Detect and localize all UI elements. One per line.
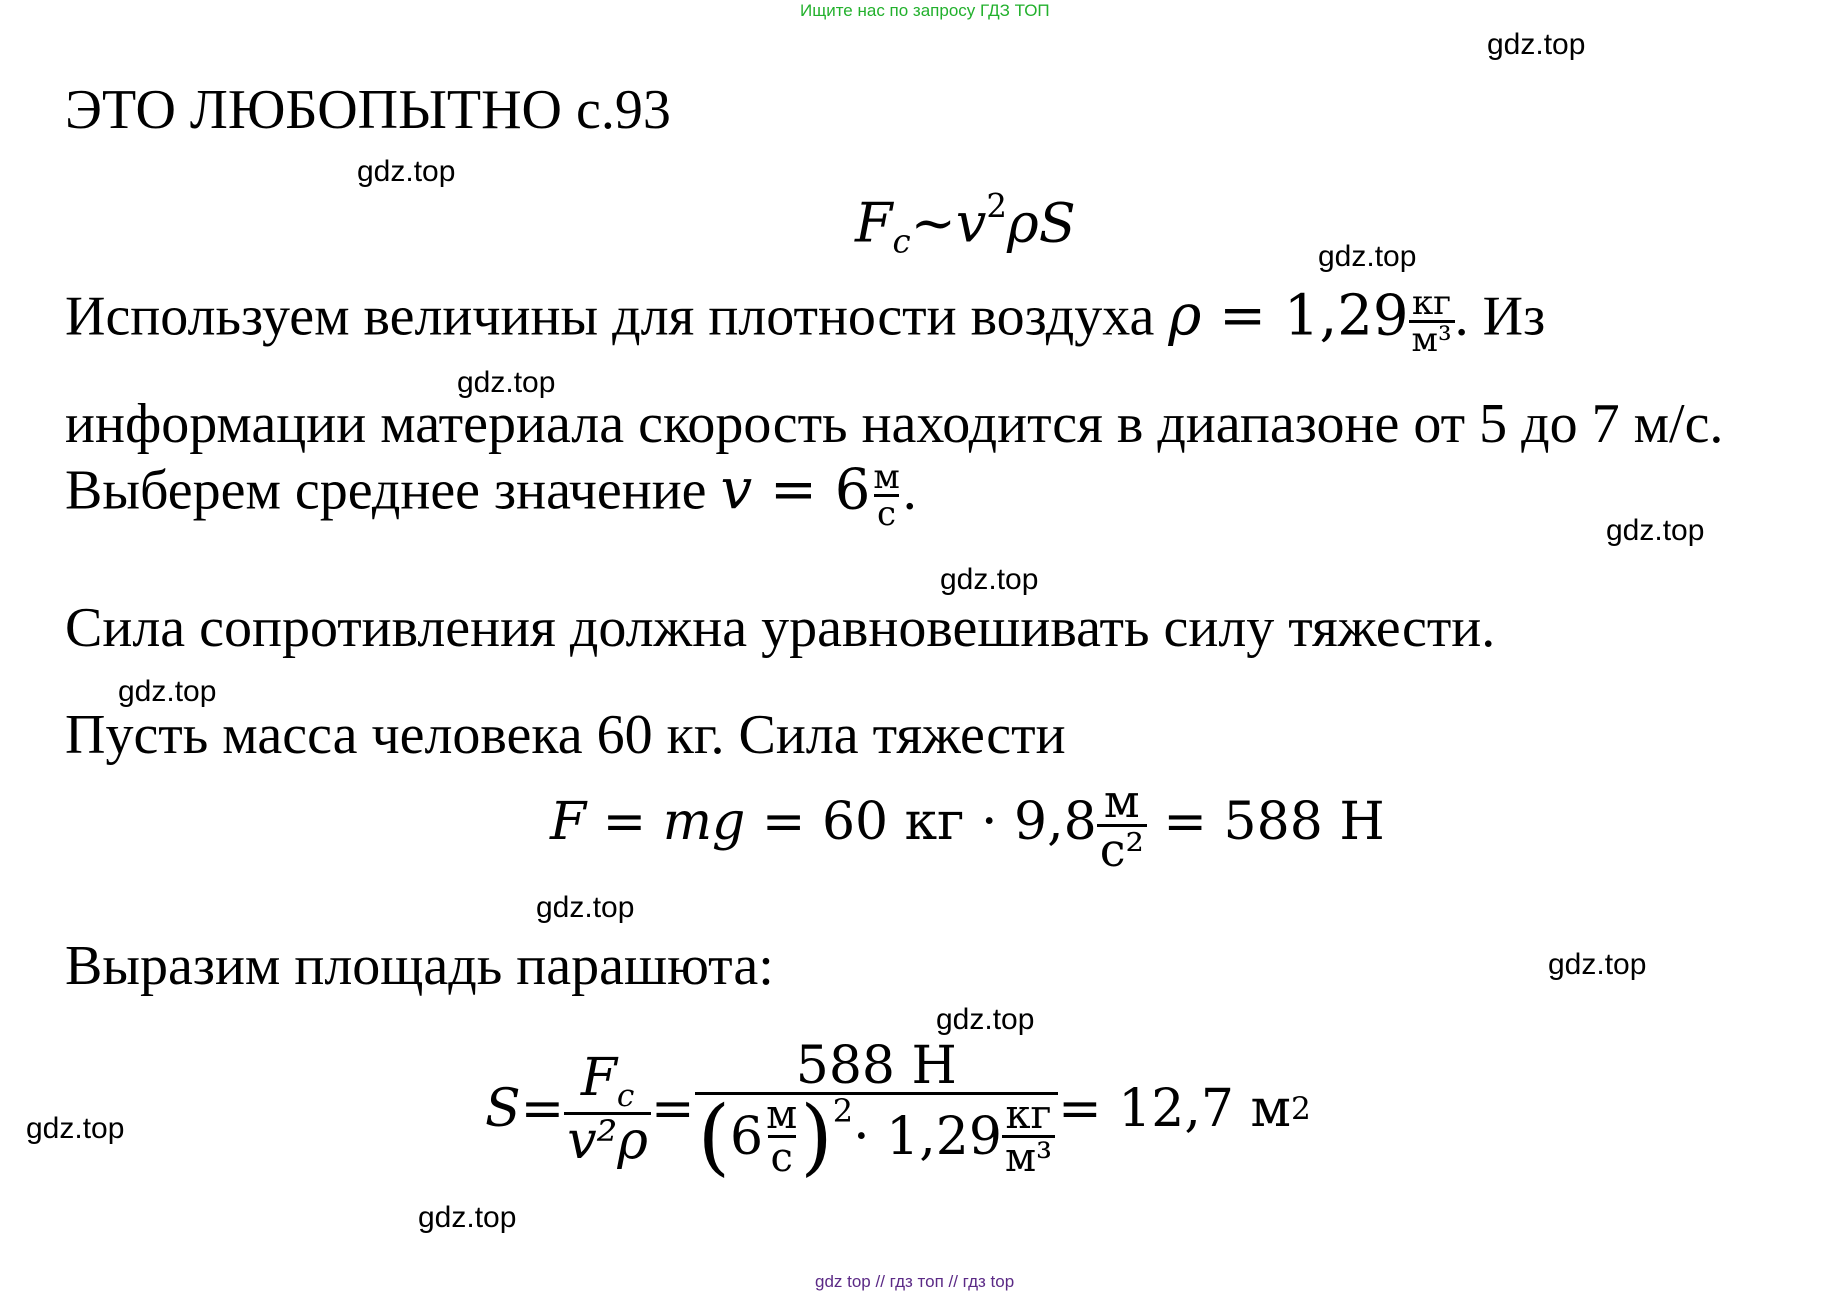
- formula-symbol: F: [855, 191, 893, 255]
- formula-value: = 6: [752, 457, 871, 523]
- watermark: gdz.top: [1318, 240, 1417, 273]
- formula-symbol: v: [720, 457, 753, 523]
- formula-symbol: F: [580, 1047, 617, 1108]
- watermark: gdz.top: [418, 1201, 517, 1234]
- watermark: gdz.top: [457, 366, 556, 399]
- fraction-numerator: кг: [1412, 283, 1452, 323]
- unit-fraction: [1097, 774, 1147, 877]
- paragraph-parachute-area: Выразим площадь парашюта:: [65, 935, 774, 997]
- formula-value: 6: [730, 1106, 764, 1167]
- paragraph-air-density: [65, 283, 1546, 360]
- formula-paren: ): [800, 1088, 833, 1185]
- paragraph-mass: Пусть масса человека 60 кг. Сила тяжести: [65, 704, 1066, 766]
- fraction-denominator: v²ρ: [564, 1112, 651, 1167]
- paragraph-text: Выберем среднее значение: [65, 459, 707, 522]
- formula-subscript: c: [892, 222, 911, 261]
- fraction-denominator: с: [768, 1135, 796, 1178]
- formula-symbol: S: [485, 1079, 521, 1140]
- fraction-denominator: с²: [1097, 824, 1147, 873]
- formula-parachute-area: [485, 1036, 1311, 1185]
- fraction-numerator: кг: [1005, 1092, 1052, 1139]
- fraction-denominator: м³: [1002, 1135, 1055, 1178]
- formula-operator: =: [586, 792, 663, 852]
- watermark: gdz.top: [26, 1112, 125, 1145]
- watermark: gdz.top: [936, 1003, 1035, 1036]
- formula-symbol: v: [955, 191, 987, 255]
- fraction-denominator: с: [874, 494, 899, 531]
- paragraph-text: Используем величины для плотности воздуха: [65, 285, 1155, 348]
- watermark: gdz.top: [118, 675, 217, 708]
- formula-exponent: 2: [832, 1092, 854, 1130]
- formula-result: = 588 Н: [1146, 792, 1385, 852]
- unit-fraction: [763, 1092, 800, 1182]
- watermark: gdz.top: [357, 155, 456, 188]
- formula-symbol: ρS: [1007, 191, 1076, 255]
- fraction-numerator: 588 Н: [795, 1036, 957, 1096]
- formula-operator: ~: [910, 191, 956, 255]
- formula-value: · 1,29: [853, 1106, 1002, 1167]
- formula-big-fraction: [695, 1036, 1059, 1185]
- formula-value: = 1,29: [1201, 283, 1409, 349]
- top-search-banner: Ищите нас по запросу ГДЗ ТОП: [800, 1, 1050, 20]
- formula-exponent: 2: [1290, 1090, 1311, 1127]
- formula-subscript: c: [616, 1077, 635, 1114]
- unit-fraction: [870, 457, 902, 534]
- formula-operator: =: [520, 1079, 565, 1140]
- formula-exponent: 2: [986, 187, 1007, 225]
- watermark: gdz.top: [940, 563, 1039, 596]
- formula-paren: (: [697, 1088, 731, 1185]
- formula-drag-proportionality: [855, 187, 1076, 261]
- paragraph-force-balance: Сила сопротивления должна уравновешивать силу тяжести.: [65, 597, 1496, 659]
- fraction-denominator: м³: [1409, 320, 1455, 357]
- bottom-watermark-banner: gdz top // гдз топ // гдз top: [815, 1272, 1015, 1291]
- paragraph-text: . Из: [1454, 285, 1546, 348]
- watermark: gdz.top: [536, 891, 635, 924]
- formula-symbol: F: [550, 792, 587, 852]
- watermark: gdz.top: [1487, 28, 1586, 61]
- watermark: gdz.top: [1606, 514, 1705, 547]
- formula-value: = 60 кг · 9,8: [745, 792, 1097, 852]
- formula-result: = 12,7 м: [1058, 1079, 1291, 1140]
- fraction-numerator: м: [1103, 774, 1140, 828]
- fraction-numerator: м: [766, 1092, 798, 1139]
- fraction-numerator: [578, 1047, 638, 1114]
- paragraph-average-speed: [65, 457, 917, 534]
- formula-symbol: ρ: [1168, 283, 1202, 349]
- formula-fraction: [564, 1047, 651, 1171]
- formula-gravity-force: [550, 774, 1385, 877]
- page-title: ЭТО ЛЮБОПЫТНО с.93: [65, 79, 671, 141]
- paragraph-speed-range: информации материала скорость находится в диапазоне от 5 до 7 м/с.: [65, 393, 1724, 455]
- unit-fraction: [1409, 283, 1455, 360]
- unit-fraction: [1002, 1092, 1055, 1182]
- watermark: gdz.top: [1548, 948, 1647, 981]
- paragraph-text: .: [902, 459, 917, 522]
- formula-operator: =: [651, 1079, 695, 1140]
- formula-symbol: mg: [662, 792, 746, 852]
- fraction-numerator: м: [873, 457, 900, 497]
- fraction-denominator: [695, 1088, 1059, 1185]
